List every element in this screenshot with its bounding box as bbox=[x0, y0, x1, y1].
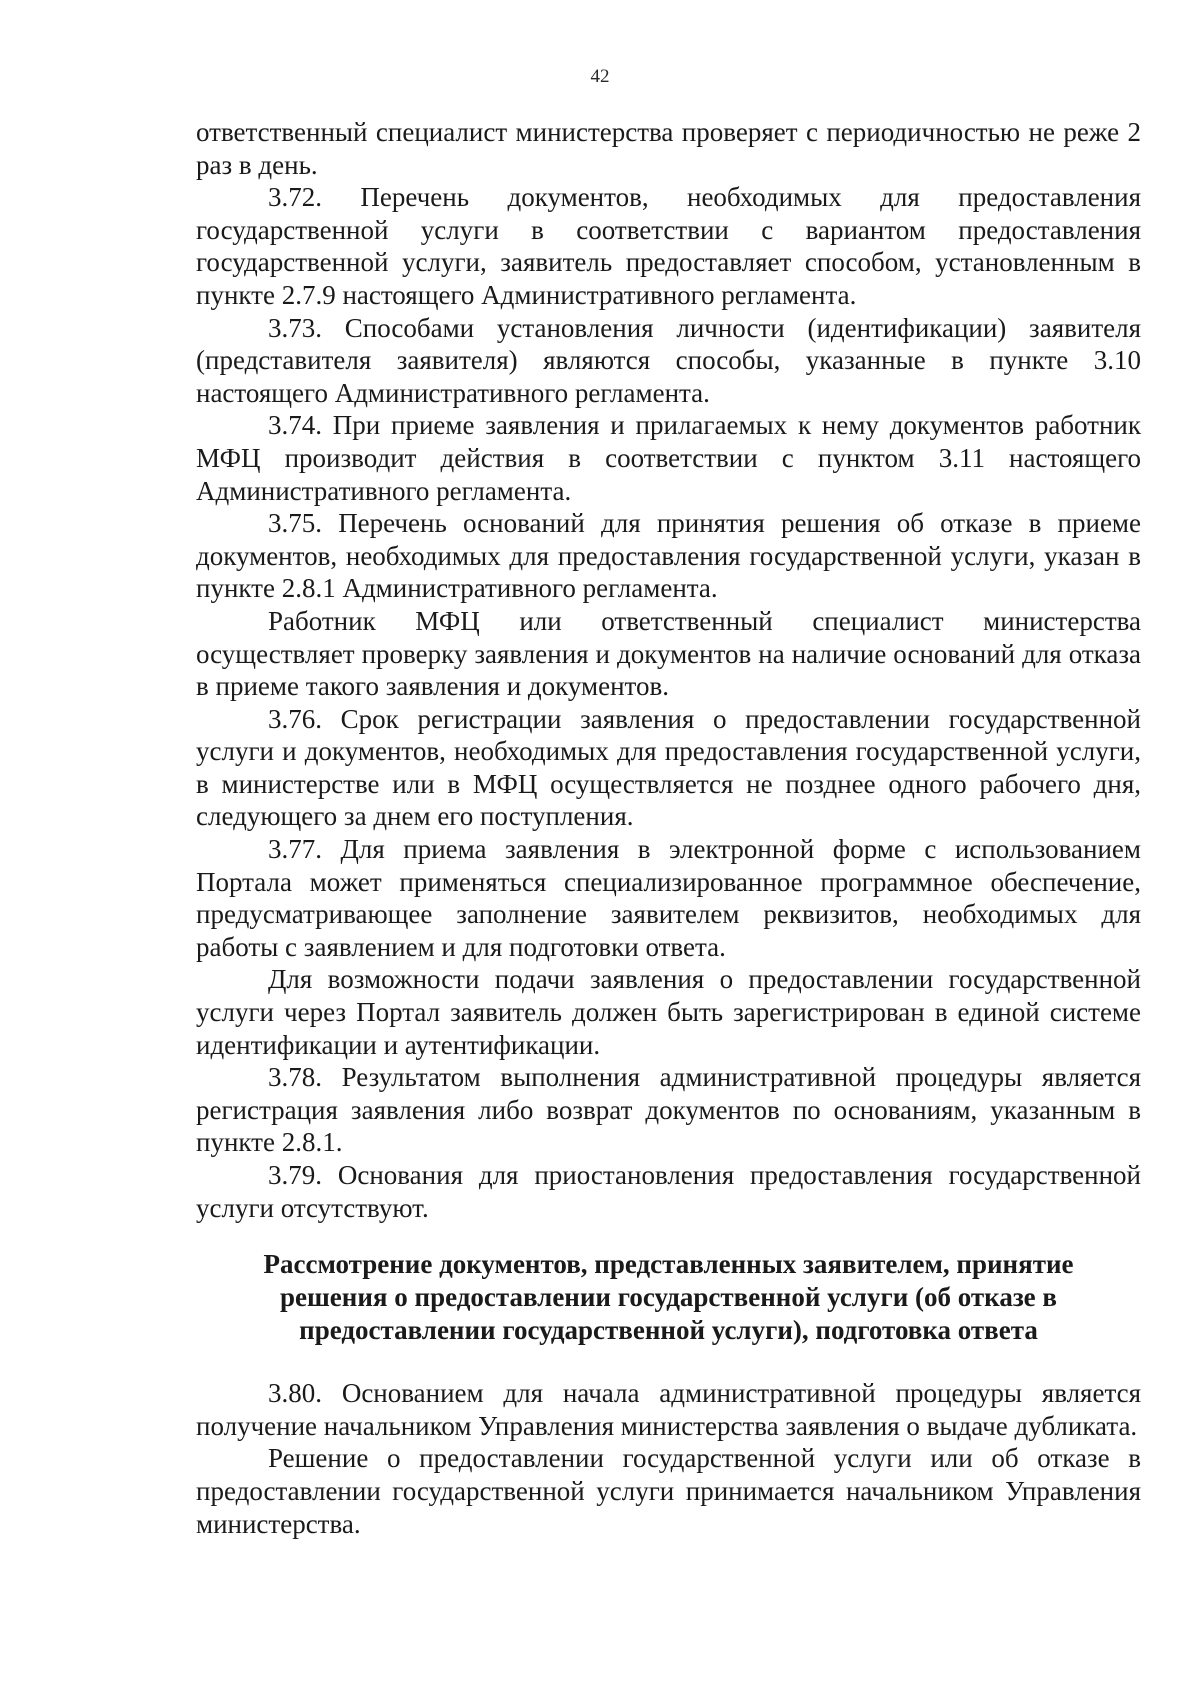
paragraph-3-78: 3.78. Результатом выполнения административной процедуры является регистрация заявления либо возврат документов по основаниям, указанным в пункте 2.8.1. bbox=[196, 1062, 1141, 1158]
paragraph-3-75: 3.75. Перечень оснований для принятия решения об отказе в приеме документов, необходимых для предоставления государственной услуги, указан в пункте 2.8.1 Административного регламента. bbox=[196, 508, 1141, 604]
paragraph-3-74: 3.74. При приеме заявления и прилагаемых к нему документов работник МФЦ производит действия в соответствии с пунктом 3.11 настоящего Административного регламента. bbox=[196, 410, 1141, 506]
paragraph-3-79: 3.79. Основания для приостановления предоставления государственной услуги отсутствуют. bbox=[196, 1160, 1141, 1223]
paragraph-decision: Решение о предоставлении государственной услуги или об отказе в предоставлении государственной услуги принимается начальником Управления министерства. bbox=[196, 1443, 1141, 1539]
paragraph-3-76: 3.76. Срок регистрации заявления о предоставлении государственной услуги и документов, необходимых для предоставления государственной услуги, в министерстве или в МФЦ осуществляется не позднее одного рабочего дня, следующего за днем его поступления. bbox=[196, 703, 1141, 832]
paragraph-3-80: 3.80. Основанием для начала административной процедуры является получение начальником Управления министерства заявления о выдаче дубликата. bbox=[196, 1378, 1141, 1441]
paragraph-mfc-check: Работник МФЦ или ответственный специалист министерства осуществляет проверку заявления и документов на наличие оснований для отказа в приеме такого заявления и документов. bbox=[196, 605, 1141, 702]
page-number: 42 bbox=[590, 66, 610, 87]
document-body bbox=[196, 116, 1141, 1540]
paragraph-portal-registration: Для возможности подачи заявления о предоставлении государственной услуги через Портал заявитель должен быть зарегистрирован в единой системе идентификации и аутентификации. bbox=[196, 964, 1141, 1060]
paragraph-3-73: 3.73. Способами установления личности (идентификации) заявителя (представителя заявителя) являются способы, указанные в пункте 3.10 настоящего Административного регламента. bbox=[196, 312, 1141, 408]
paragraph-continuation: ответственный специалист министерства проверяет с периодичностью не реже 2 раз в день. bbox=[196, 117, 1141, 180]
section-heading bbox=[196, 1248, 1141, 1347]
section-heading-line: решения о предоставлении государственной услуги (об отказе в bbox=[280, 1282, 1057, 1313]
section-heading-line: Рассмотрение документов, представленных заявителем, принятие bbox=[263, 1249, 1074, 1280]
paragraph-3-77: 3.77. Для приема заявления в электронной форме с использованием Портала может применяться специализированное программное обеспечение, предусматривающее заполнение заявителем реквизитов, необходимых для работы с заявлением и для подготовки ответа. bbox=[196, 834, 1141, 962]
paragraph-3-72: 3.72. Перечень документов, необходимых для предоставления государственной услуги в соответствии с вариантом предоставления государственной услуги, заявитель предоставляет способом, установленным в пункте 2.7.9 настоящего Административного регламента. bbox=[196, 182, 1141, 310]
section-heading-line: предоставлении государственной услуги), подготовка ответа bbox=[299, 1315, 1038, 1346]
